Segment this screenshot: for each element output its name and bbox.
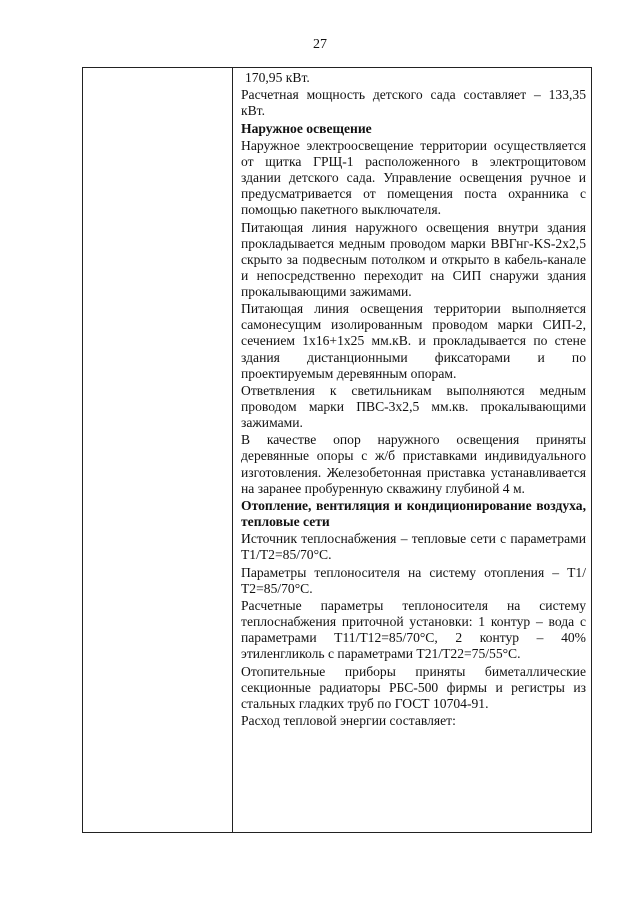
body-paragraph: Источник теплоснабжения – тепловые сети с параметрами Т1/Т2=85/70°С. xyxy=(241,531,586,563)
body-paragraph: В качестве опор наружного освещения приняты деревянные опоры с ж/б приставками индивидуального изготовления. Железобетонная приставка устанавливается на заранее пробуренную скважину глубиной 4 м. xyxy=(241,432,586,496)
body-paragraph: 170,95 кВт. xyxy=(245,70,310,85)
page-number: 27 xyxy=(313,37,327,52)
body-paragraph: Расход тепловой энергии составляет: xyxy=(241,713,456,729)
body-paragraph: Отопительные приборы приняты биметаллические секционные радиаторы РБС-500 фирмы и регистры из стальных гладких труб по ГОСТ 10704-91. xyxy=(241,663,586,711)
body-paragraph: Питающая линия наружного освещения внутри здания прокладывается медным проводом марки ВВГнг-KS-2х2,5 скрыто за подвесным потолком и открыто в кабель-канале и непосредственно переходит на СИП снаружи здания прокалывающими зажимами. xyxy=(241,219,586,299)
content-table xyxy=(82,67,592,833)
body-paragraph: Питающая линия освещения территории выполняется самонесущим изолированным проводом марки СИП-2, сечением 1х16+1х25 мм.кВ. и прокладывается по стене здания дистанционными фиксаторами и по проектируемым деревянным опорам. xyxy=(241,301,586,381)
body-paragraph: Параметры теплоносителя на систему отопления – Т1/Т2=85/70°С. xyxy=(241,564,586,596)
body-paragraph: Ответвления к светильникам выполняются медным проводом марки ПВС-3х2,5 мм.кв. прокалывающими зажимами. xyxy=(241,382,586,431)
body-paragraph: Расчетные параметры теплоносителя на систему теплоснабжения приточной установки: 1 контур – вода с параметрами Т11/Т12=85/70°С, 2 контур – 40% этиленгликоль с параметрами Т21/Т22=75/55°С. xyxy=(241,598,586,662)
section-heading: Отопление, вентиляция и кондиционирование воздуха, тепловые сети xyxy=(241,497,586,530)
body-paragraph: Наружное электроосвещение территории осуществляется от щитка ГРЩ-1 расположенного в электрощитовом здании детского сада. Управление освещения ручное и предусматривается от помещения поста охранника с помощью пакетного выключателя. xyxy=(241,137,586,218)
section-heading: Наружное освещение xyxy=(241,120,372,136)
table-left-column xyxy=(83,68,233,832)
table-right-column xyxy=(241,70,586,730)
body-paragraph: Расчетная мощность детского сада составляет – 133,35 кВт. xyxy=(241,87,586,119)
